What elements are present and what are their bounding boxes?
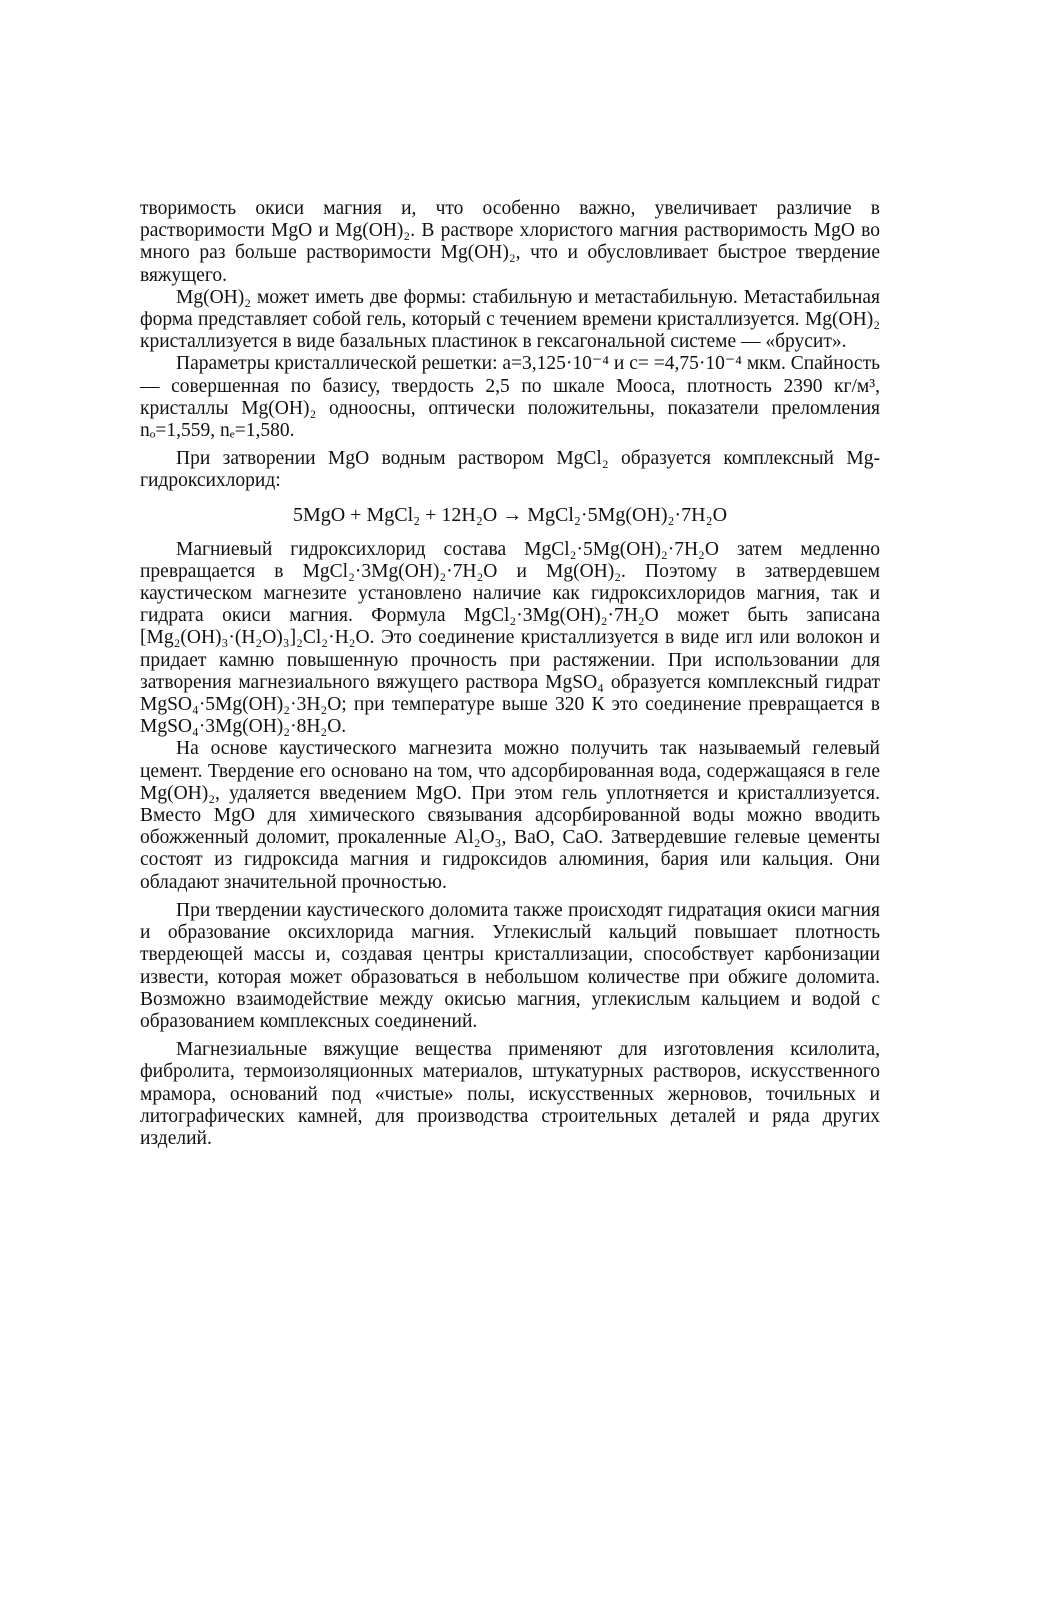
- paragraph-1: творимость окиси магния и, что особенно важно, увеличивает различие в растворимости MgO и Mg(OH)₂. В растворе хлористого магния растворимость MgO во много раз больше растворимости Mg(OH)₂, что и обусловливает быстрое твердение вяжущего.: [140, 198, 880, 286]
- paragraph-8: Магнезиальные вяжущие вещества применяют для изготовления ксилолита, фибролита, термоизоляционных материалов, штукатурных растворов, искусственного мрамора, оснований под «чистые» полы, искусственных жерновов, точильных и литографических камней, для производства строительных деталей и ряда других изделий.: [140, 1039, 880, 1149]
- chemical-equation: 5MgO + MgCl₂ + 12H₂O → MgCl₂·5Mg(OH)₂·7H₂O: [292, 503, 728, 526]
- paragraph-6: На основе каустического магнезита можно получить так называемый гелевый цемент. Твердение его основано на том, что адсорбированная вода, содержащаяся в геле Mg(OH)₂, удаляется введением MgO. При этом гель уплотняется и кристаллизуется. Вместо MgO для химического связывания адсорбированной воды можно вводить обожженный доломит, прокаленные Al₂O₃, BaO, CaO. Затвердевшие гелевые цементы состоят из гидроксида магния и гидроксидов алюминия, бария или кальция. Они обладают значительной прочностью.: [140, 738, 880, 893]
- document-page: [140, 198, 880, 1150]
- paragraph-4: При затворении MgO водным раствором MgCl₂ образуется комплексный Mg-гидроксихлорид:: [140, 448, 880, 492]
- paragraph-7: При твердении каустического доломита также происходят гидратация окиси магния и образование оксихлорида магния. Углекислый кальций повышает плотность твердеющей массы и, создавая центры кристаллизации, способствует карбонизации извести, которая может образоваться в небольшом количестве при обжиге доломита. Возможно взаимодействие между окисью магния, углекислым кальцием и водой с образованием комплексных соединений.: [140, 899, 880, 1032]
- paragraph-5: Магниевый гидроксихлорид состава MgCl₂·5Mg(OH)₂·7H₂O затем медленно превращается в MgCl₂·3Mg(OH)₂·7H₂O и Mg(OH)₂. Поэтому в затвердевшем каустическом магнезите установлено наличие как гидроксихлоридов магния, так и гидрата окиси магния. Формула MgCl₂·3Mg(OH)₂·7H₂O может быть записана [Mg₂(OH)₃·(H₂O)₃]₂Cl₂·H₂O. Это соединение кристаллизуется в виде игл или волокон и придает камню повышенную прочность при растяжении. При использовании для затворения магнезиального вяжущего раствора MgSO₄ образуется комплексный гидрат MgSO₄·5Mg(OH)₂·3H₂O; при температуре выше 320 К это соединение превращается в MgSO₄·3Mg(OH)₂·8H₂O.: [140, 538, 880, 738]
- paragraph-3: Параметры кристаллической решетки: a=3,125·10⁻⁴ и c= =4,75·10⁻⁴ мкм. Спайность — совершенная по базису, твердость 2,5 по шкале Мооса, плотность 2390 кг/м³, кристаллы Mg(OH)₂ одноосны, оптически положительны, показатели преломления nₒ=1,559, nₑ=1,580.: [140, 353, 880, 442]
- paragraph-2: Mg(OH)₂ может иметь две формы: стабильную и метастабильную. Метастабильная форма представляет собой гель, который с течением времени кристаллизуется. Mg(OH)₂ кристаллизуется в виде базальных пластинок в гексагональной системе — «брусит».: [140, 286, 880, 353]
